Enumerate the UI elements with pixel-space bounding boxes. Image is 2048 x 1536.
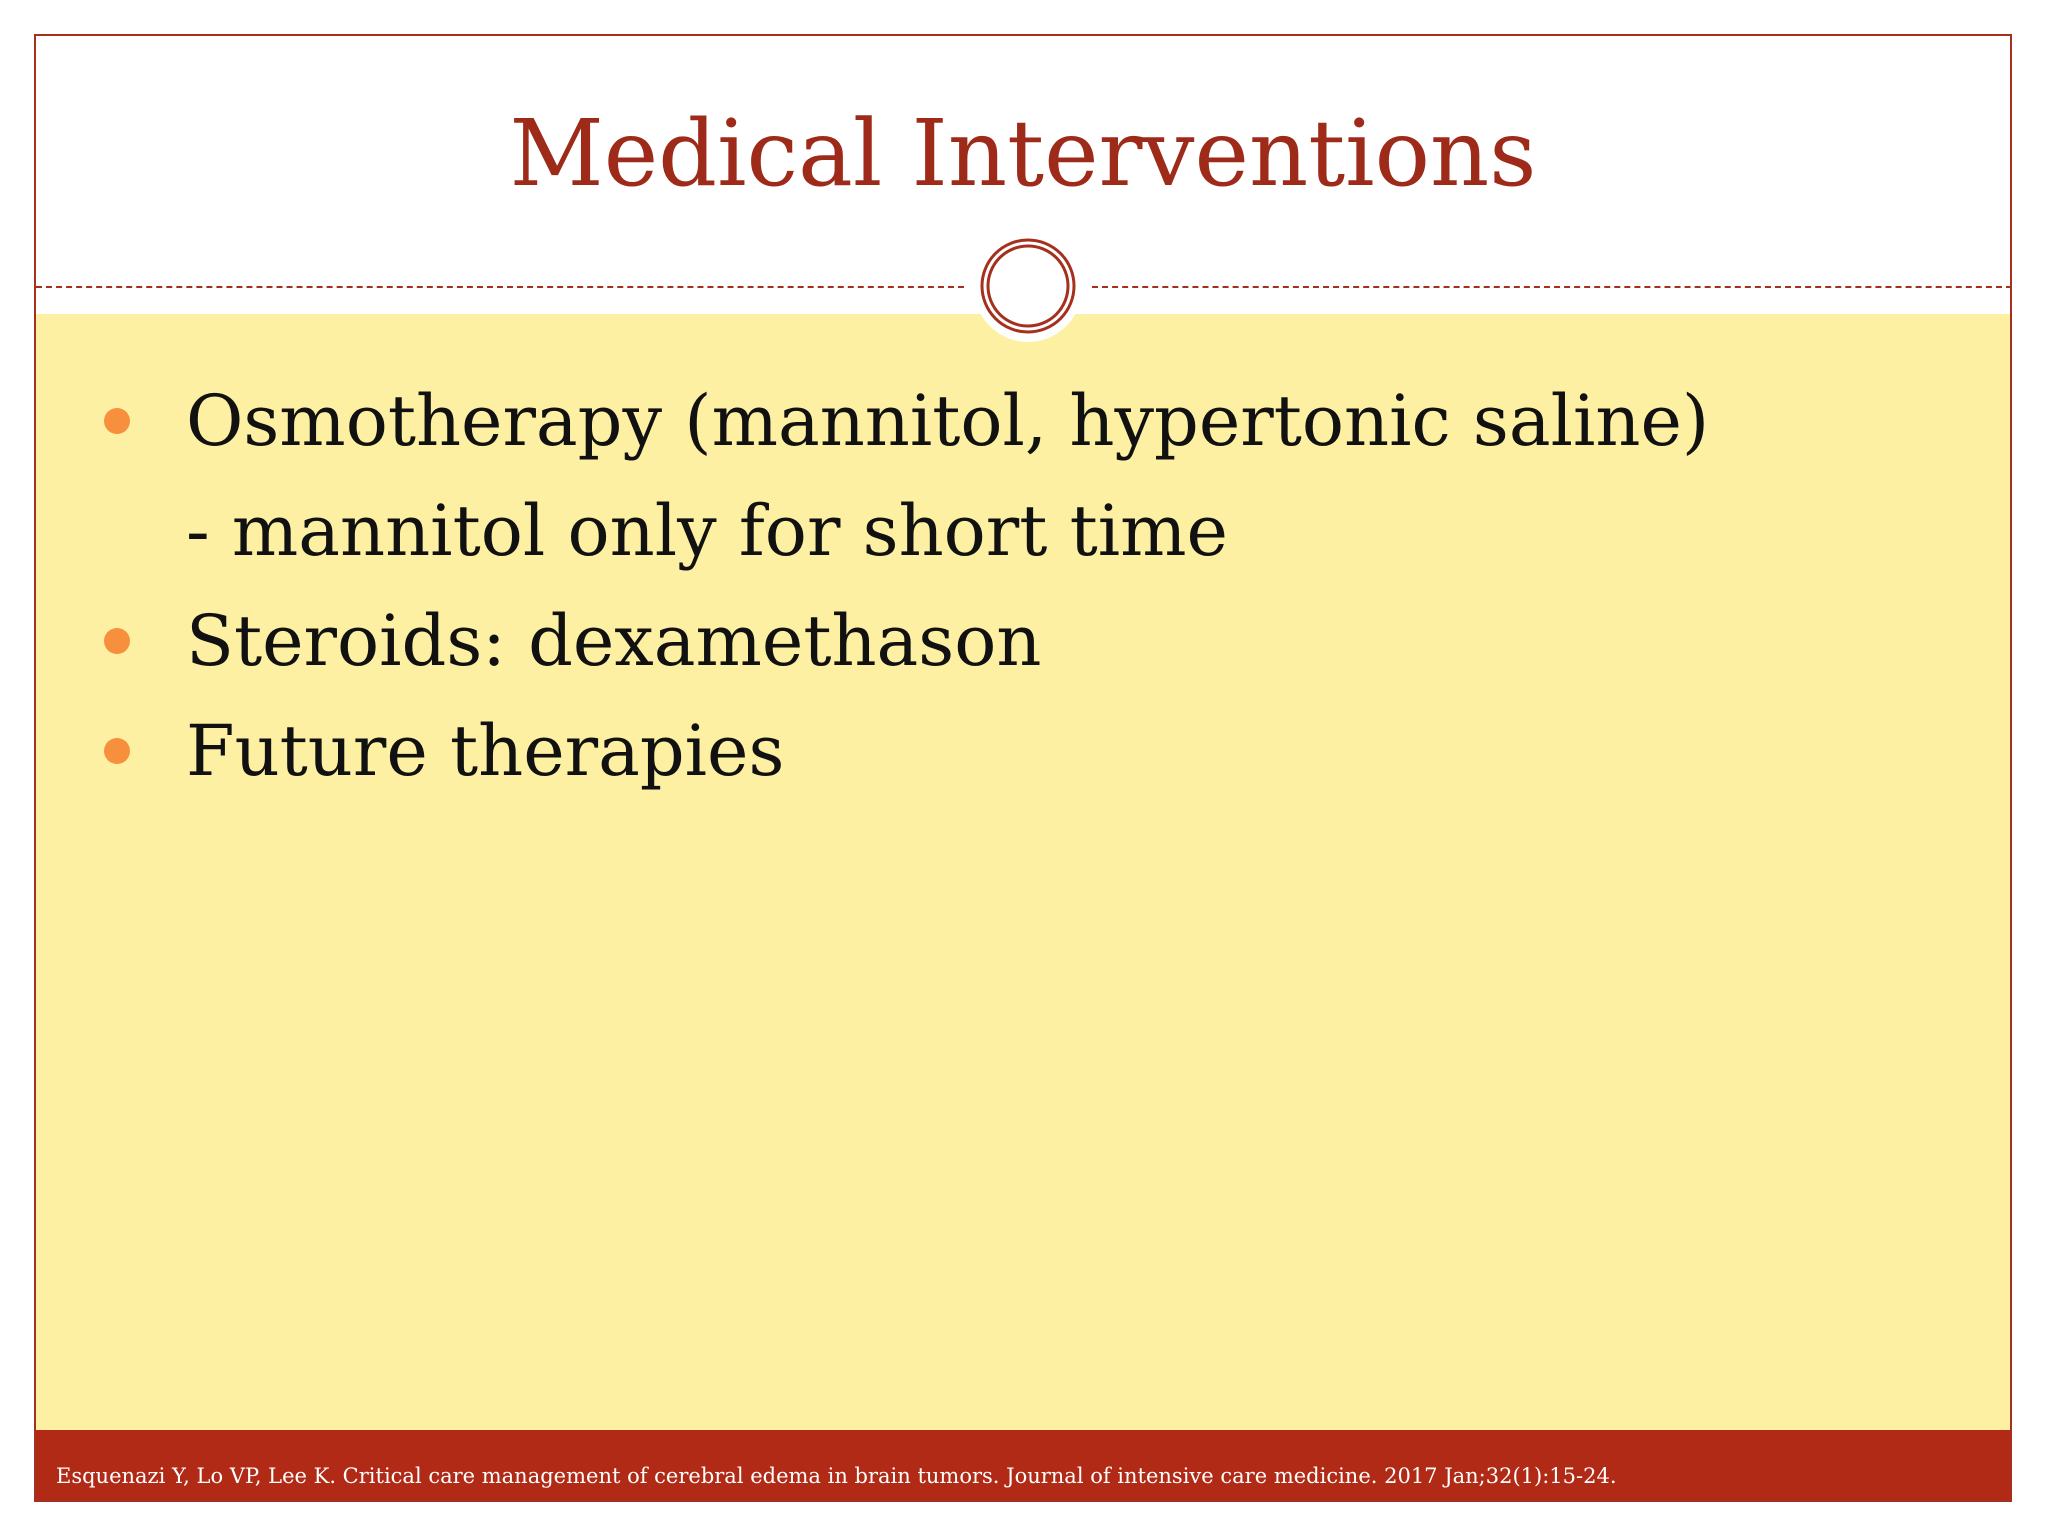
list-item <box>94 366 1944 476</box>
footer-bar <box>36 1430 2010 1500</box>
circle-bullet-icon <box>104 738 130 764</box>
slide-title: Medical Interventions <box>509 100 1537 207</box>
list-item-subpoint <box>94 476 1944 586</box>
slide <box>34 34 2012 1502</box>
list-item <box>94 696 1944 806</box>
title-divider-left <box>36 286 964 288</box>
citation-text: Esquenazi Y, Lo VP, Lee K. Critical care management of cerebral edema in brain tumors. Journal of intensive care medicine. 2017 Jan;32(1):15-24. <box>56 1464 1617 1488</box>
bullet-list <box>94 366 1944 806</box>
bullet-text: Osmotherapy (mannitol, hypertonic saline) <box>186 380 1710 462</box>
bullet-text: Steroids: dexamethason <box>186 600 1042 682</box>
double-circle-icon <box>972 232 1084 344</box>
circle-bullet-icon <box>104 628 130 654</box>
title-divider-right <box>1092 286 2012 288</box>
list-item <box>94 586 1944 696</box>
circle-bullet-icon <box>104 408 130 434</box>
bullet-text: - mannitol only for short time <box>186 490 1228 572</box>
bullet-text: Future therapies <box>186 710 785 792</box>
